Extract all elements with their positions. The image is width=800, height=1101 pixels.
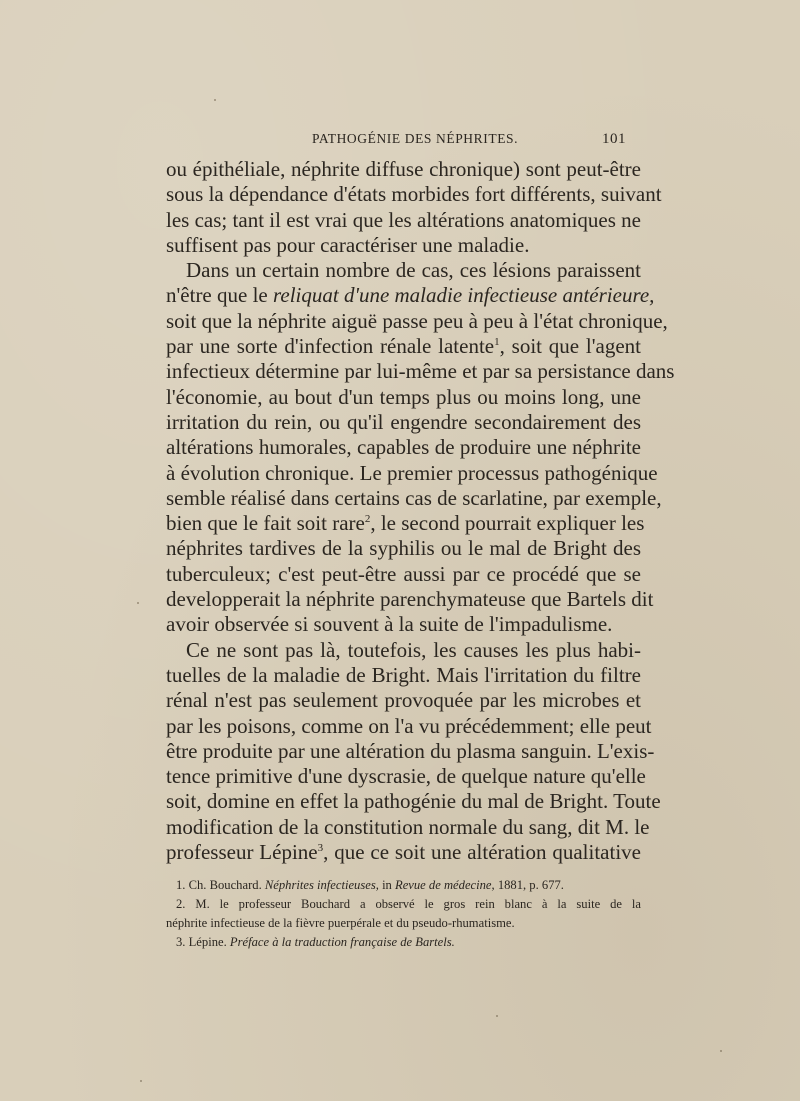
text-line: altérations humorales, capables de produire une néphrite — [166, 435, 641, 460]
footnote-3 — [166, 933, 641, 952]
footnote-number: 1. — [176, 878, 186, 892]
text-line — [166, 334, 641, 359]
text-line: soit que la néphrite aiguë passe peu à peu à l'état chronique, — [166, 308, 668, 333]
text-line: Ce ne sont pas là, toutefois, les causes les plus habi- — [186, 637, 641, 662]
text-line — [166, 511, 645, 536]
footnote-text: M. le professeur Bouchard a observé le gros rein blanc à la suite de la — [195, 897, 642, 911]
text-line: néphrites tardives de la syphilis ou le mal de Bright des — [166, 536, 641, 561]
footnote-in: in — [382, 878, 392, 892]
running-title: PATHOGÉNIE DES NÉPHRITES. — [312, 131, 519, 146]
text-span: , le second pourrait expliquer les — [370, 511, 645, 536]
main-text — [166, 157, 675, 865]
footnote-1 — [166, 876, 641, 895]
footnote-author: Ch. Bouchard. — [188, 878, 262, 892]
text-line: ou épithéliale, néphrite diffuse chronique) sont peut-être — [166, 157, 641, 181]
paper-speck — [137, 602, 139, 604]
italic-phrase: reliquat d'une maladie infectieuse antérieure, — [272, 283, 655, 308]
footnote-title: Néphrites infectieuses, — [264, 878, 379, 892]
text-line: developperait la néphrite parenchymateuse que Bartels dit — [166, 587, 654, 612]
footnote-number: 2. — [176, 897, 186, 911]
page-number: 101 — [602, 131, 626, 147]
text-line: soit, domine en effet la pathogénie du mal de Bright. Toute — [166, 789, 661, 814]
text-span: , soit que l'agent — [499, 334, 641, 359]
text-span: bien que le fait soit rare — [166, 511, 365, 536]
text-line: infectieux détermine par lui-même et par sa persistance dans — [166, 359, 675, 384]
page-header — [166, 131, 626, 153]
text-line: les cas; tant il est vrai que les altérations anatomiques ne — [166, 207, 641, 232]
footnotes — [166, 876, 641, 952]
paper-speck — [496, 1015, 498, 1017]
footnote-ref-2[interactable]: 2 — [364, 513, 371, 526]
footnote-author: Lépine. — [188, 935, 227, 949]
footnote-2-continued: néphrite infectieuse de la fièvre puerpérale et du pseudo-rhumatisme. — [166, 916, 515, 930]
footnote-title: Préface à la traduction française de Bartels. — [229, 935, 455, 949]
text-line: rénal n'est pas seulement provoquée par les microbes et — [166, 688, 641, 713]
text-span: , que ce soit une altération qualitative — [323, 840, 641, 865]
footnote-ref-1[interactable]: 1 — [494, 336, 500, 349]
text-line: tuberculeux; c'est peut-être aussi par ce procédé que se — [166, 561, 641, 586]
footnote-number: 3. — [176, 935, 186, 949]
footnote-2 — [166, 895, 641, 914]
text-span: professeur Lépine — [166, 840, 318, 865]
text-line: tuelles de la maladie de Bright. Mais l'irritation du filtre — [166, 662, 641, 687]
text-line — [166, 283, 655, 308]
text-line: être produite par une altération du plasma sanguin. L'exis- — [166, 738, 655, 763]
footnote-ref-3[interactable]: 3 — [317, 842, 324, 855]
paper-speck — [214, 99, 216, 101]
text-span: n'être que le — [166, 283, 268, 308]
text-line: semble réalisé dans certains cas de scarlatine, par exemple, — [166, 485, 662, 510]
text-line: à évolution chronique. Le premier processus pathogénique — [166, 460, 658, 485]
text-line: modification de la constitution normale du sang, dit M. le — [166, 814, 650, 839]
text-line: tence primitive d'une dyscrasie, de quelque nature qu'elle — [166, 764, 646, 789]
text-line — [166, 840, 641, 865]
footnote-journal: Revue de médecine, — [395, 878, 495, 892]
text-span: par une sorte d'infection rénale latente — [166, 334, 495, 359]
paper-speck — [720, 1050, 722, 1052]
text-line: Dans un certain nombre de cas, ces lésions paraissent — [186, 258, 641, 283]
text-line: sous la dépendance d'états morbides fort différents, suivant — [166, 182, 662, 207]
text-line: avoir observée si souvent à la suite de l'impadulisme. — [166, 612, 613, 637]
text-line: par les poisons, comme on l'a vu précédemment; elle peut — [166, 713, 652, 738]
text-line: l'économie, au bout d'un temps plus ou moins long, une — [166, 384, 641, 409]
paper-speck — [140, 1080, 142, 1082]
text-line: suffisent pas pour caractériser une maladie. — [166, 232, 530, 257]
footnote-citation: 1881, p. 677. — [497, 878, 564, 892]
text-line: irritation du rein, ou qu'il engendre secondairement des — [166, 409, 641, 434]
